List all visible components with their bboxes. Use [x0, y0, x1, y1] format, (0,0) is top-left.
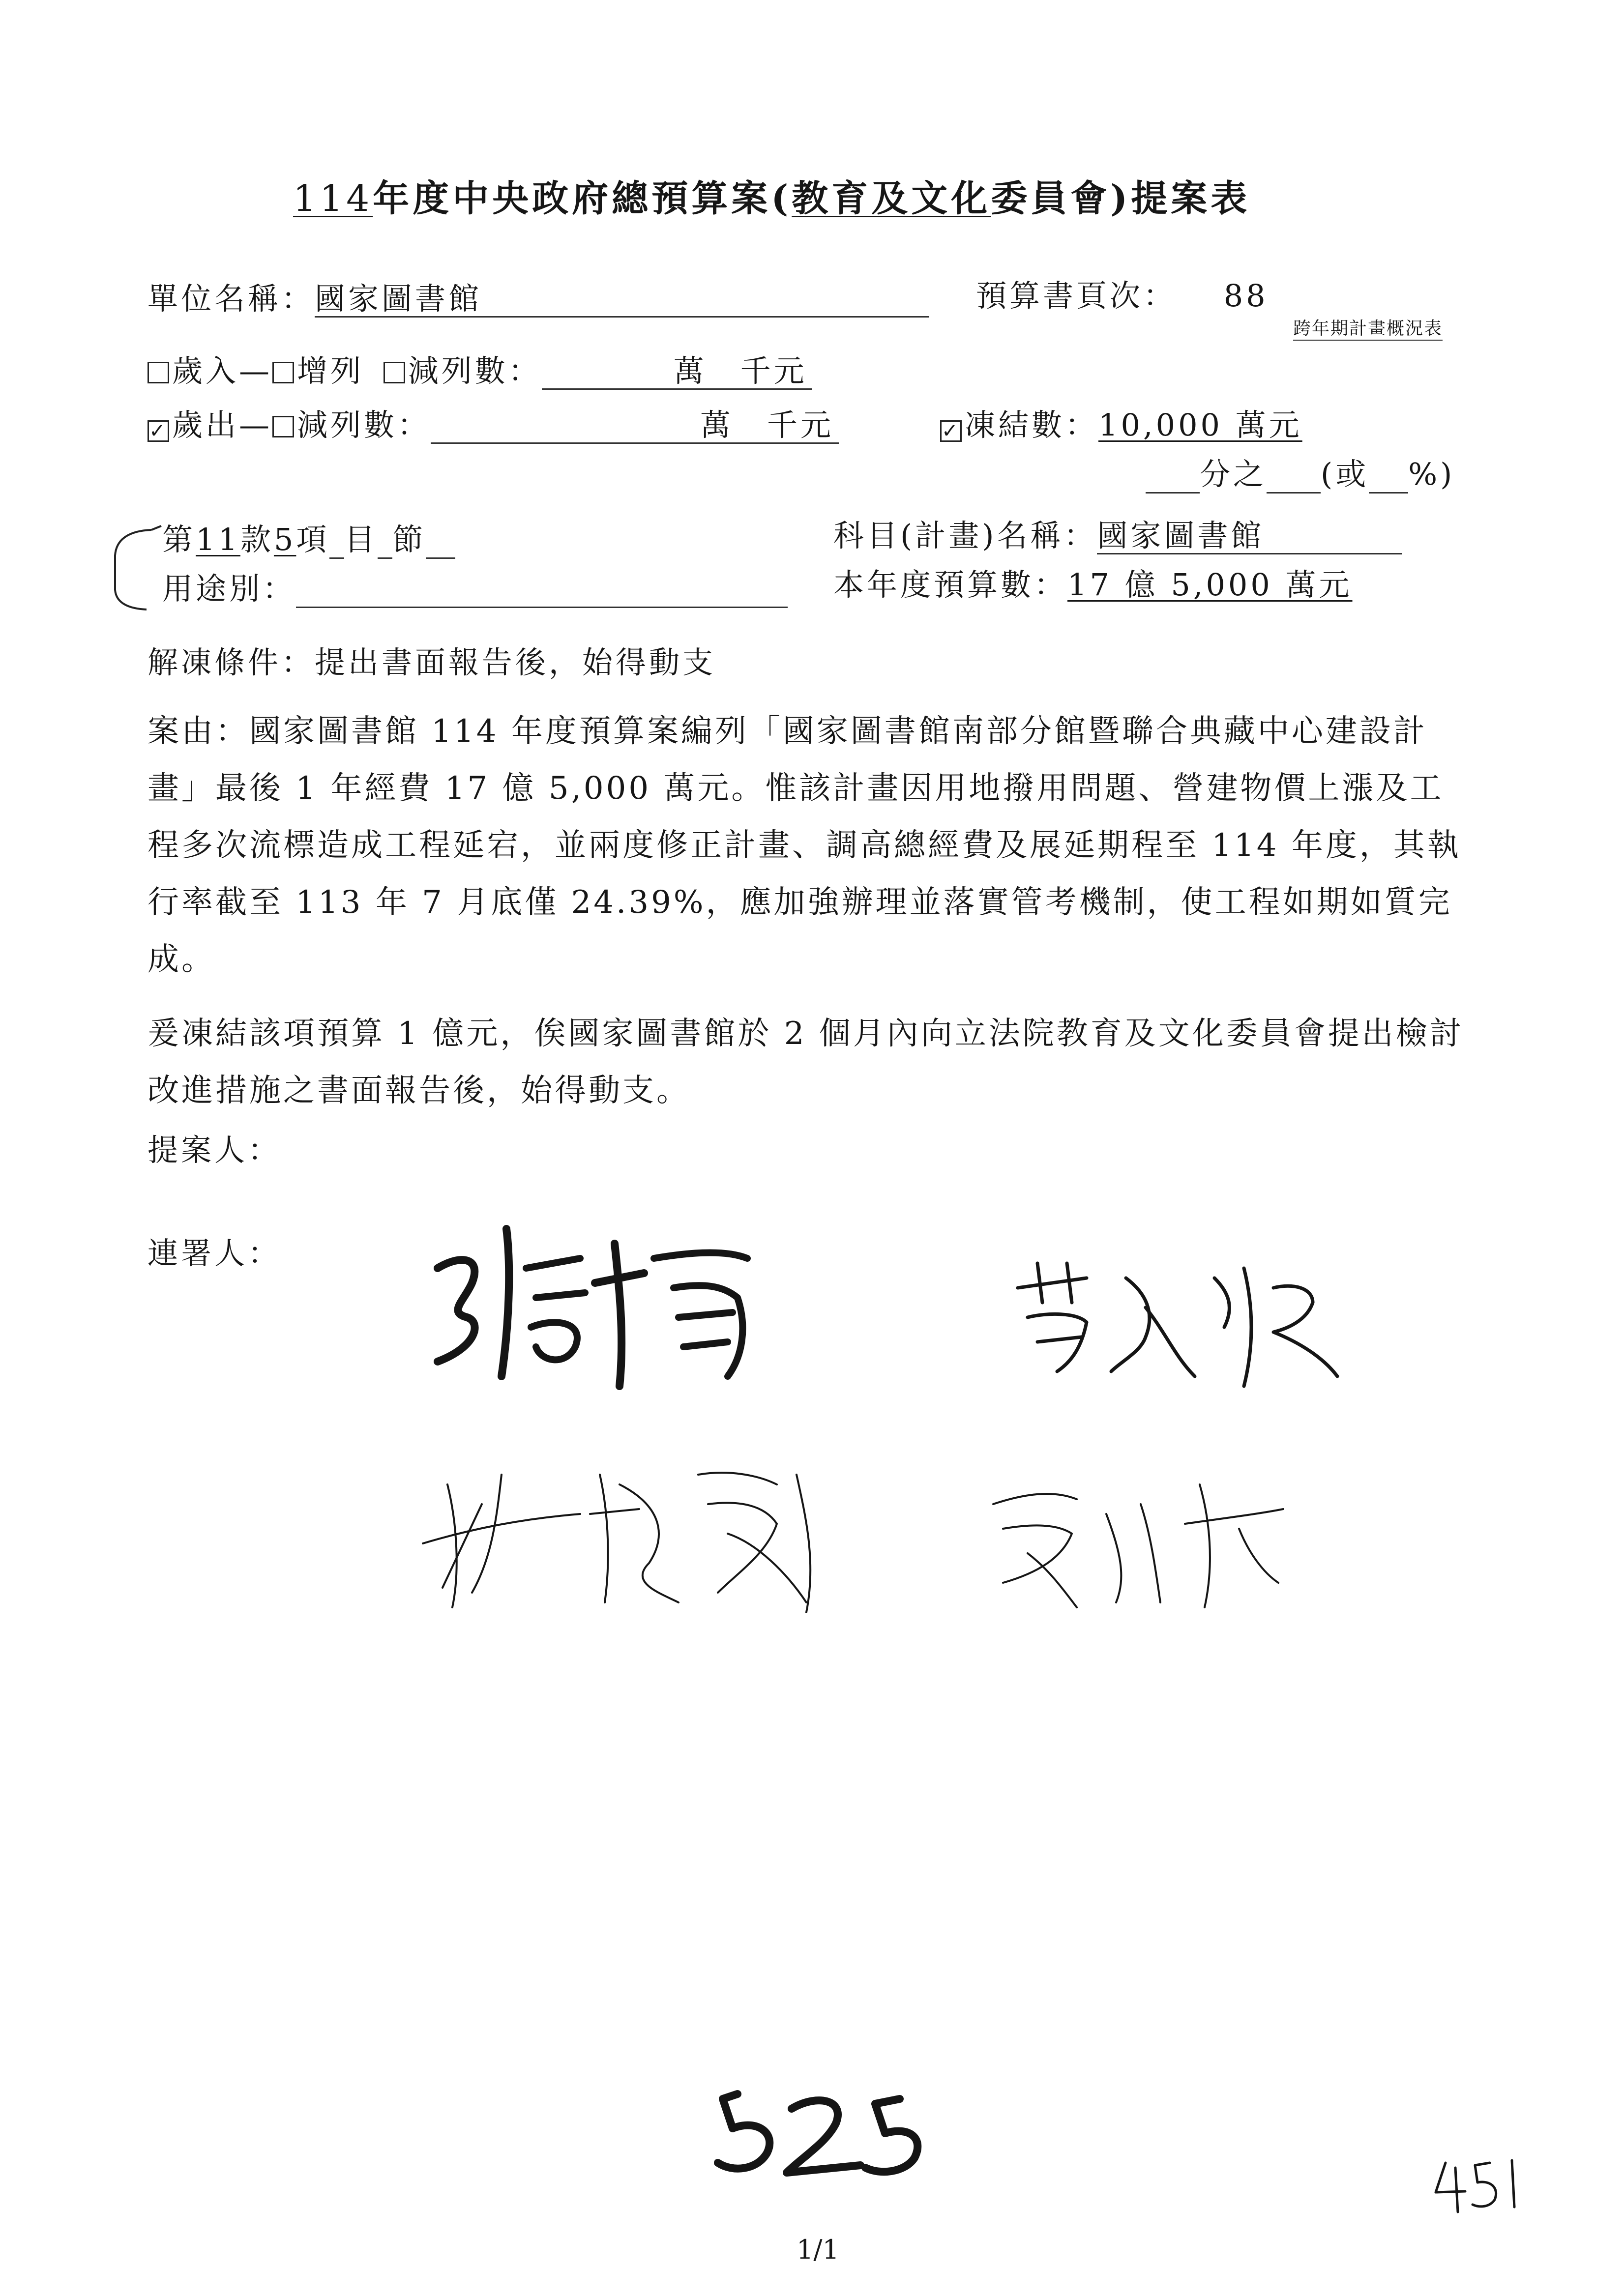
fraction-pct: %)	[1408, 456, 1455, 492]
fraction-row	[1146, 450, 1455, 494]
page-ref-note: 跨年期計畫概況表	[1293, 315, 1443, 341]
xiang-number: 5	[273, 522, 296, 557]
subject-row	[833, 511, 1402, 555]
unit-value: 國家圖書館	[315, 281, 929, 318]
budget-label: 本年度預算數：	[833, 567, 1068, 603]
freeze-row	[940, 401, 1302, 444]
fraction-blank-1	[1146, 467, 1200, 494]
mu-blank	[329, 533, 344, 559]
page-ref-label: 預算書頁次：	[976, 278, 1177, 314]
xiang-label: 項	[296, 522, 330, 557]
fraction-end: (或	[1321, 456, 1369, 492]
checkbox-checked-icon[interactable]: ✓	[148, 420, 169, 442]
subject-label: 科目(計畫)名稱：	[833, 518, 1097, 553]
increase-label: 增列	[297, 353, 364, 389]
handwritten-number-mark	[703, 2079, 929, 2187]
budget-value: 17 億 5,000 萬元	[1067, 567, 1353, 603]
usage-label: 用途別：	[162, 571, 296, 607]
checkbox-empty-icon[interactable]	[384, 362, 405, 383]
checkbox-empty-icon[interactable]	[272, 362, 294, 383]
fraction-blank-3	[1369, 467, 1408, 494]
revenue-row	[148, 347, 812, 390]
kuan-number: 11	[196, 522, 240, 557]
title-committee-tail: 委員會	[991, 177, 1111, 220]
cosigner-label: 連署人：	[148, 1235, 282, 1271]
budget-row	[833, 560, 1353, 604]
revenue-amount: 萬 千元	[542, 353, 812, 390]
jie-blank-2	[426, 533, 455, 559]
jie-blank	[378, 533, 392, 559]
unit-row	[148, 274, 929, 318]
unit-label: 單位名稱：	[148, 281, 315, 317]
reason-paragraph: 案由：國家圖書館 114 年度預算案編列「國家圖書館南部分館暨聯合典藏中心建設計畫」最後 1 年經費 17 億 5,000 萬元。惟該計畫因用地撥用問題、營建物價上漲及工程多次流標造成工程延宕，並兩度修正計畫、調高總經費及展延期程至 114 年度，其執行率截至 113 年 7 月底僅 24.39%，應加強辦理並落實管考機制，使工程如期如質完成。	[148, 713, 1461, 978]
usage-blank	[296, 577, 788, 608]
jie-label: 節	[392, 522, 426, 557]
revenue-label: 歲入—	[172, 353, 273, 389]
handwritten-corner-mark	[1426, 2153, 1524, 2217]
signature-2	[998, 1249, 1372, 1396]
title-committee: 教育及文化	[792, 177, 991, 220]
fraction-blank-2	[1267, 467, 1321, 494]
title-middle: 年度中央政府總預算案(	[373, 177, 792, 220]
page-ref-value: 88	[1223, 278, 1269, 314]
signature-1	[408, 1199, 851, 1406]
mu-label: 目	[344, 522, 378, 557]
page-ref	[976, 271, 1269, 315]
handwritten-number	[733, 2114, 742, 2119]
signature-4	[964, 1455, 1318, 1622]
decrease-label: 減列數：	[408, 353, 542, 389]
page-footer: 1/1	[797, 2234, 839, 2265]
kuan-label: 款	[240, 522, 274, 557]
expenditure-label: 歲出—	[172, 407, 273, 443]
freeze-label: 凍結數：	[965, 407, 1099, 443]
title-end: )提案表	[1110, 177, 1251, 220]
page-title	[293, 170, 1250, 222]
expenditure-amount: 萬 千元	[431, 407, 839, 444]
checkbox-empty-icon[interactable]	[148, 362, 169, 383]
proposer-label: 提案人：	[148, 1132, 282, 1168]
expenditure-row	[148, 401, 839, 444]
resolution-paragraph: 爰凍結該項預算 1 億元，俟國家圖書館於 2 個月內向立法院教育及文化委員會提出檢討改進措施之書面報告後，始得動支。	[148, 1016, 1464, 1109]
subject-value: 國家圖書館	[1097, 518, 1402, 554]
checkbox-empty-icon[interactable]	[272, 416, 294, 437]
signature-3	[413, 1445, 905, 1622]
handwritten-corner-number	[1436, 2173, 1445, 2178]
unfreeze-condition: 解凍條件：提出書面報告後，始得動支	[148, 644, 716, 680]
fraction-mid: 分之	[1200, 456, 1267, 492]
checkbox-checked-icon[interactable]: ✓	[940, 420, 962, 442]
item-di: 第	[162, 522, 196, 557]
title-year: 114	[293, 177, 373, 220]
item-row	[162, 515, 455, 559]
usage-row	[162, 564, 788, 608]
expenditure-decrease-label: 減列數：	[297, 407, 431, 443]
item-bracket	[107, 521, 166, 614]
freeze-value: 10,000 萬元	[1098, 407, 1302, 443]
